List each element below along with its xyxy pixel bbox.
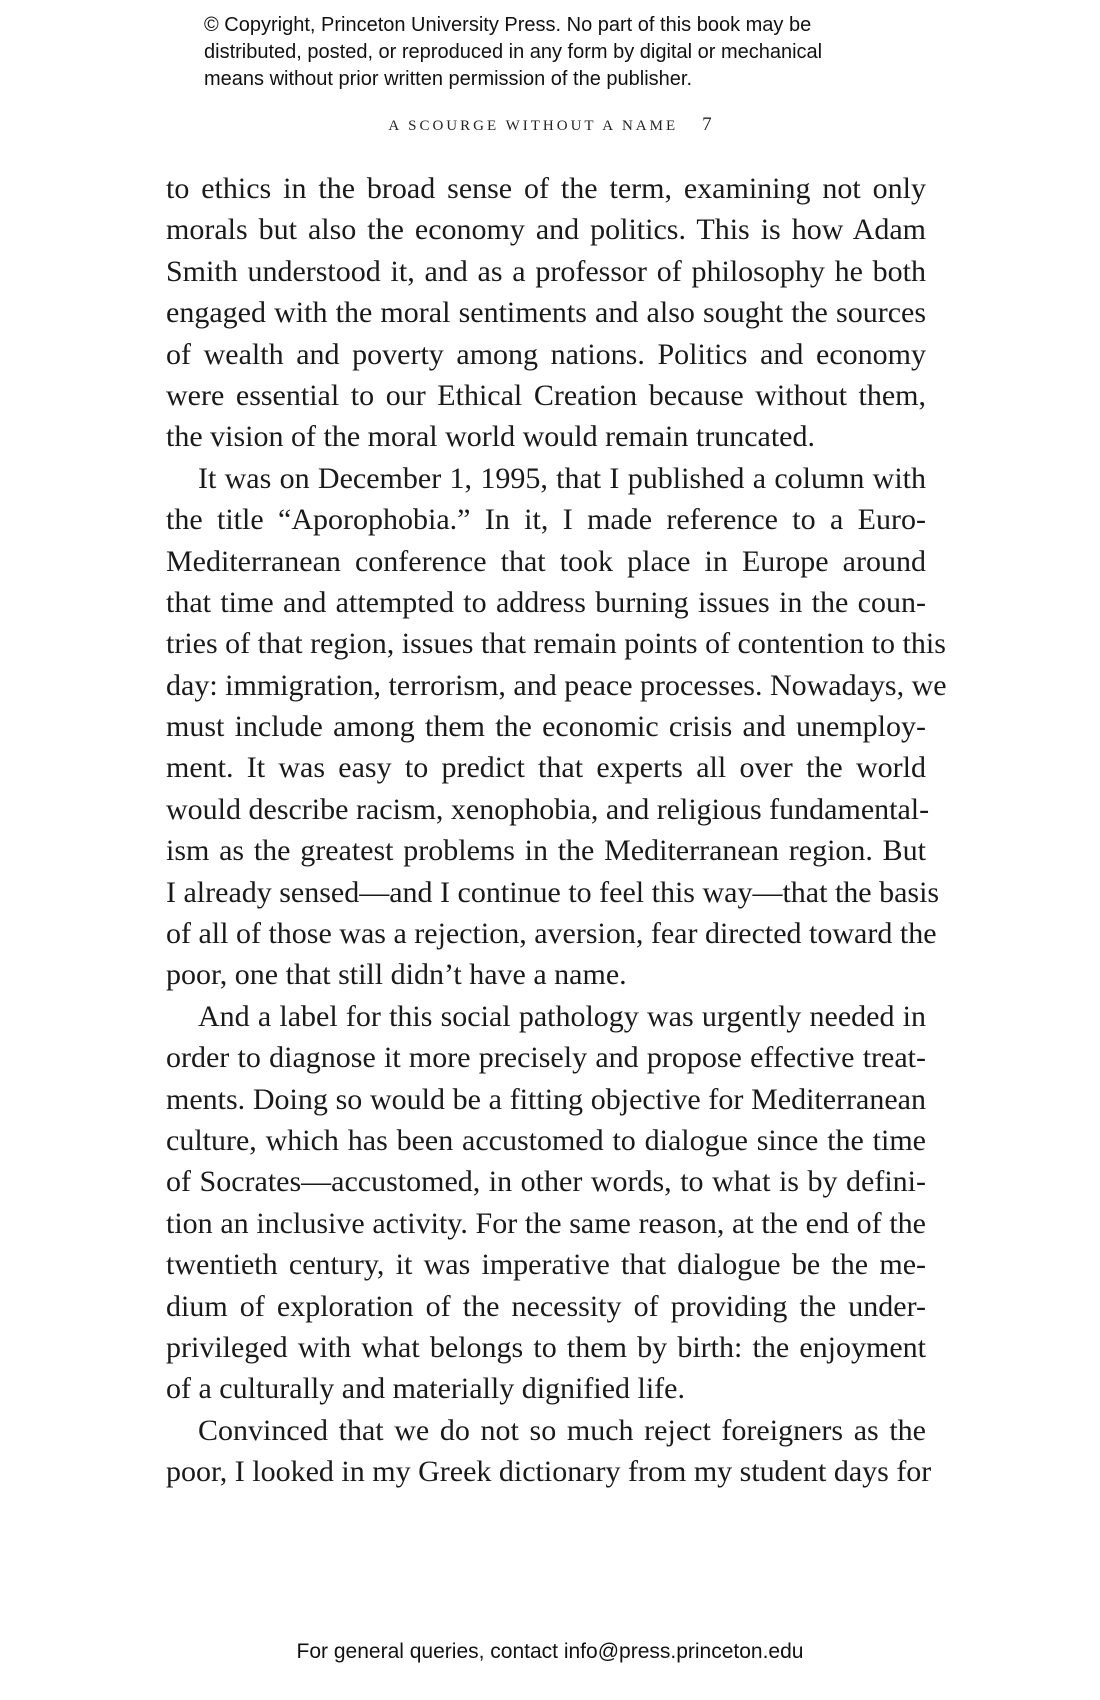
text-line: culture, which has been accustomed to dialogue since the time xyxy=(166,1123,926,1157)
text-line: must include among them the economic crisis and unemploy- xyxy=(166,710,926,744)
copyright-line: means without prior written permission of the publisher. xyxy=(204,68,693,90)
text-line: of a culturally and materially dignified life. xyxy=(166,1372,685,1406)
page-number: 7 xyxy=(702,114,712,135)
text-line: would describe racism, xenophobia, and religious fundamental- xyxy=(166,792,930,826)
body-text xyxy=(166,168,947,1493)
text-line: ment. It was easy to predict that experts all over the world xyxy=(166,751,926,785)
text-line: order to diagnose it more precisely and propose effective treat- xyxy=(166,1041,926,1075)
copyright-line: distributed, posted, or reproduced in any form by digital or mechanical xyxy=(204,41,823,63)
text-line: twentieth century, it was imperative that dialogue be the me- xyxy=(166,1248,926,1282)
text-line: morals but also the economy and politics. This is how Adam xyxy=(166,213,926,247)
text-line: that time and attempted to address burning issues in the coun- xyxy=(166,585,926,619)
text-line: tion an inclusive activity. For the same reason, at the end of the xyxy=(166,1206,926,1240)
text-line: to ethics in the broad sense of the term, examining not only xyxy=(166,172,926,205)
text-line: privileged with what belongs to them by birth: the enjoyment xyxy=(166,1330,926,1364)
running-head xyxy=(0,114,1100,136)
text-line: And a label for this social pathology was urgently needed in xyxy=(198,999,926,1033)
text-line: dium of exploration of the necessity of providing the under- xyxy=(166,1289,926,1323)
text-line: of all of those was a rejection, aversion, fear directed toward the xyxy=(166,917,937,951)
text-line: Smith understood it, and as a professor of philosophy he both xyxy=(166,254,926,288)
text-line: ments. Doing so would be a fitting objective for Mediterranean xyxy=(166,1082,926,1116)
text-line: poor, one that still didn’t have a name. xyxy=(166,958,627,992)
copyright-notice xyxy=(204,12,924,93)
text-line: ism as the greatest problems in the Mediterranean region. But xyxy=(166,834,926,868)
text-line: I already sensed—and I continue to feel this way—that the basis xyxy=(166,875,940,909)
text-line: tries of that region, issues that remain points of contention to this xyxy=(166,627,946,661)
footer-contact: For general queries, contact info@press.princeton.edu xyxy=(296,1640,804,1663)
text-line: engaged with the moral sentiments and also sought the sources xyxy=(166,296,926,330)
text-line: day: immigration, terrorism, and peace processes. Nowadays, we xyxy=(166,668,947,702)
running-head-title: A SCOURGE WITHOUT A NAME xyxy=(388,118,679,134)
text-line: Convinced that we do not so much reject foreigners as the xyxy=(198,1413,926,1447)
text-line: poor, I looked in my Greek dictionary from my student days for xyxy=(166,1455,932,1489)
text-line: Mediterranean conference that took place in Europe around xyxy=(166,544,926,578)
text-line: of Socrates—accustomed, in other words, to what is by defini- xyxy=(166,1165,926,1199)
text-line: the title “Aporophobia.” In it, I made reference to a Euro- xyxy=(166,503,926,537)
text-line: the vision of the moral world would remain truncated. xyxy=(166,420,815,454)
text-line: of wealth and poverty among nations. Politics and economy xyxy=(166,337,926,371)
text-line: It was on December 1, 1995, that I published a column with xyxy=(198,461,926,495)
text-line: were essential to our Ethical Creation because without them, xyxy=(166,378,926,412)
copyright-line: © Copyright, Princeton University Press. No part of this book may be xyxy=(204,14,812,36)
